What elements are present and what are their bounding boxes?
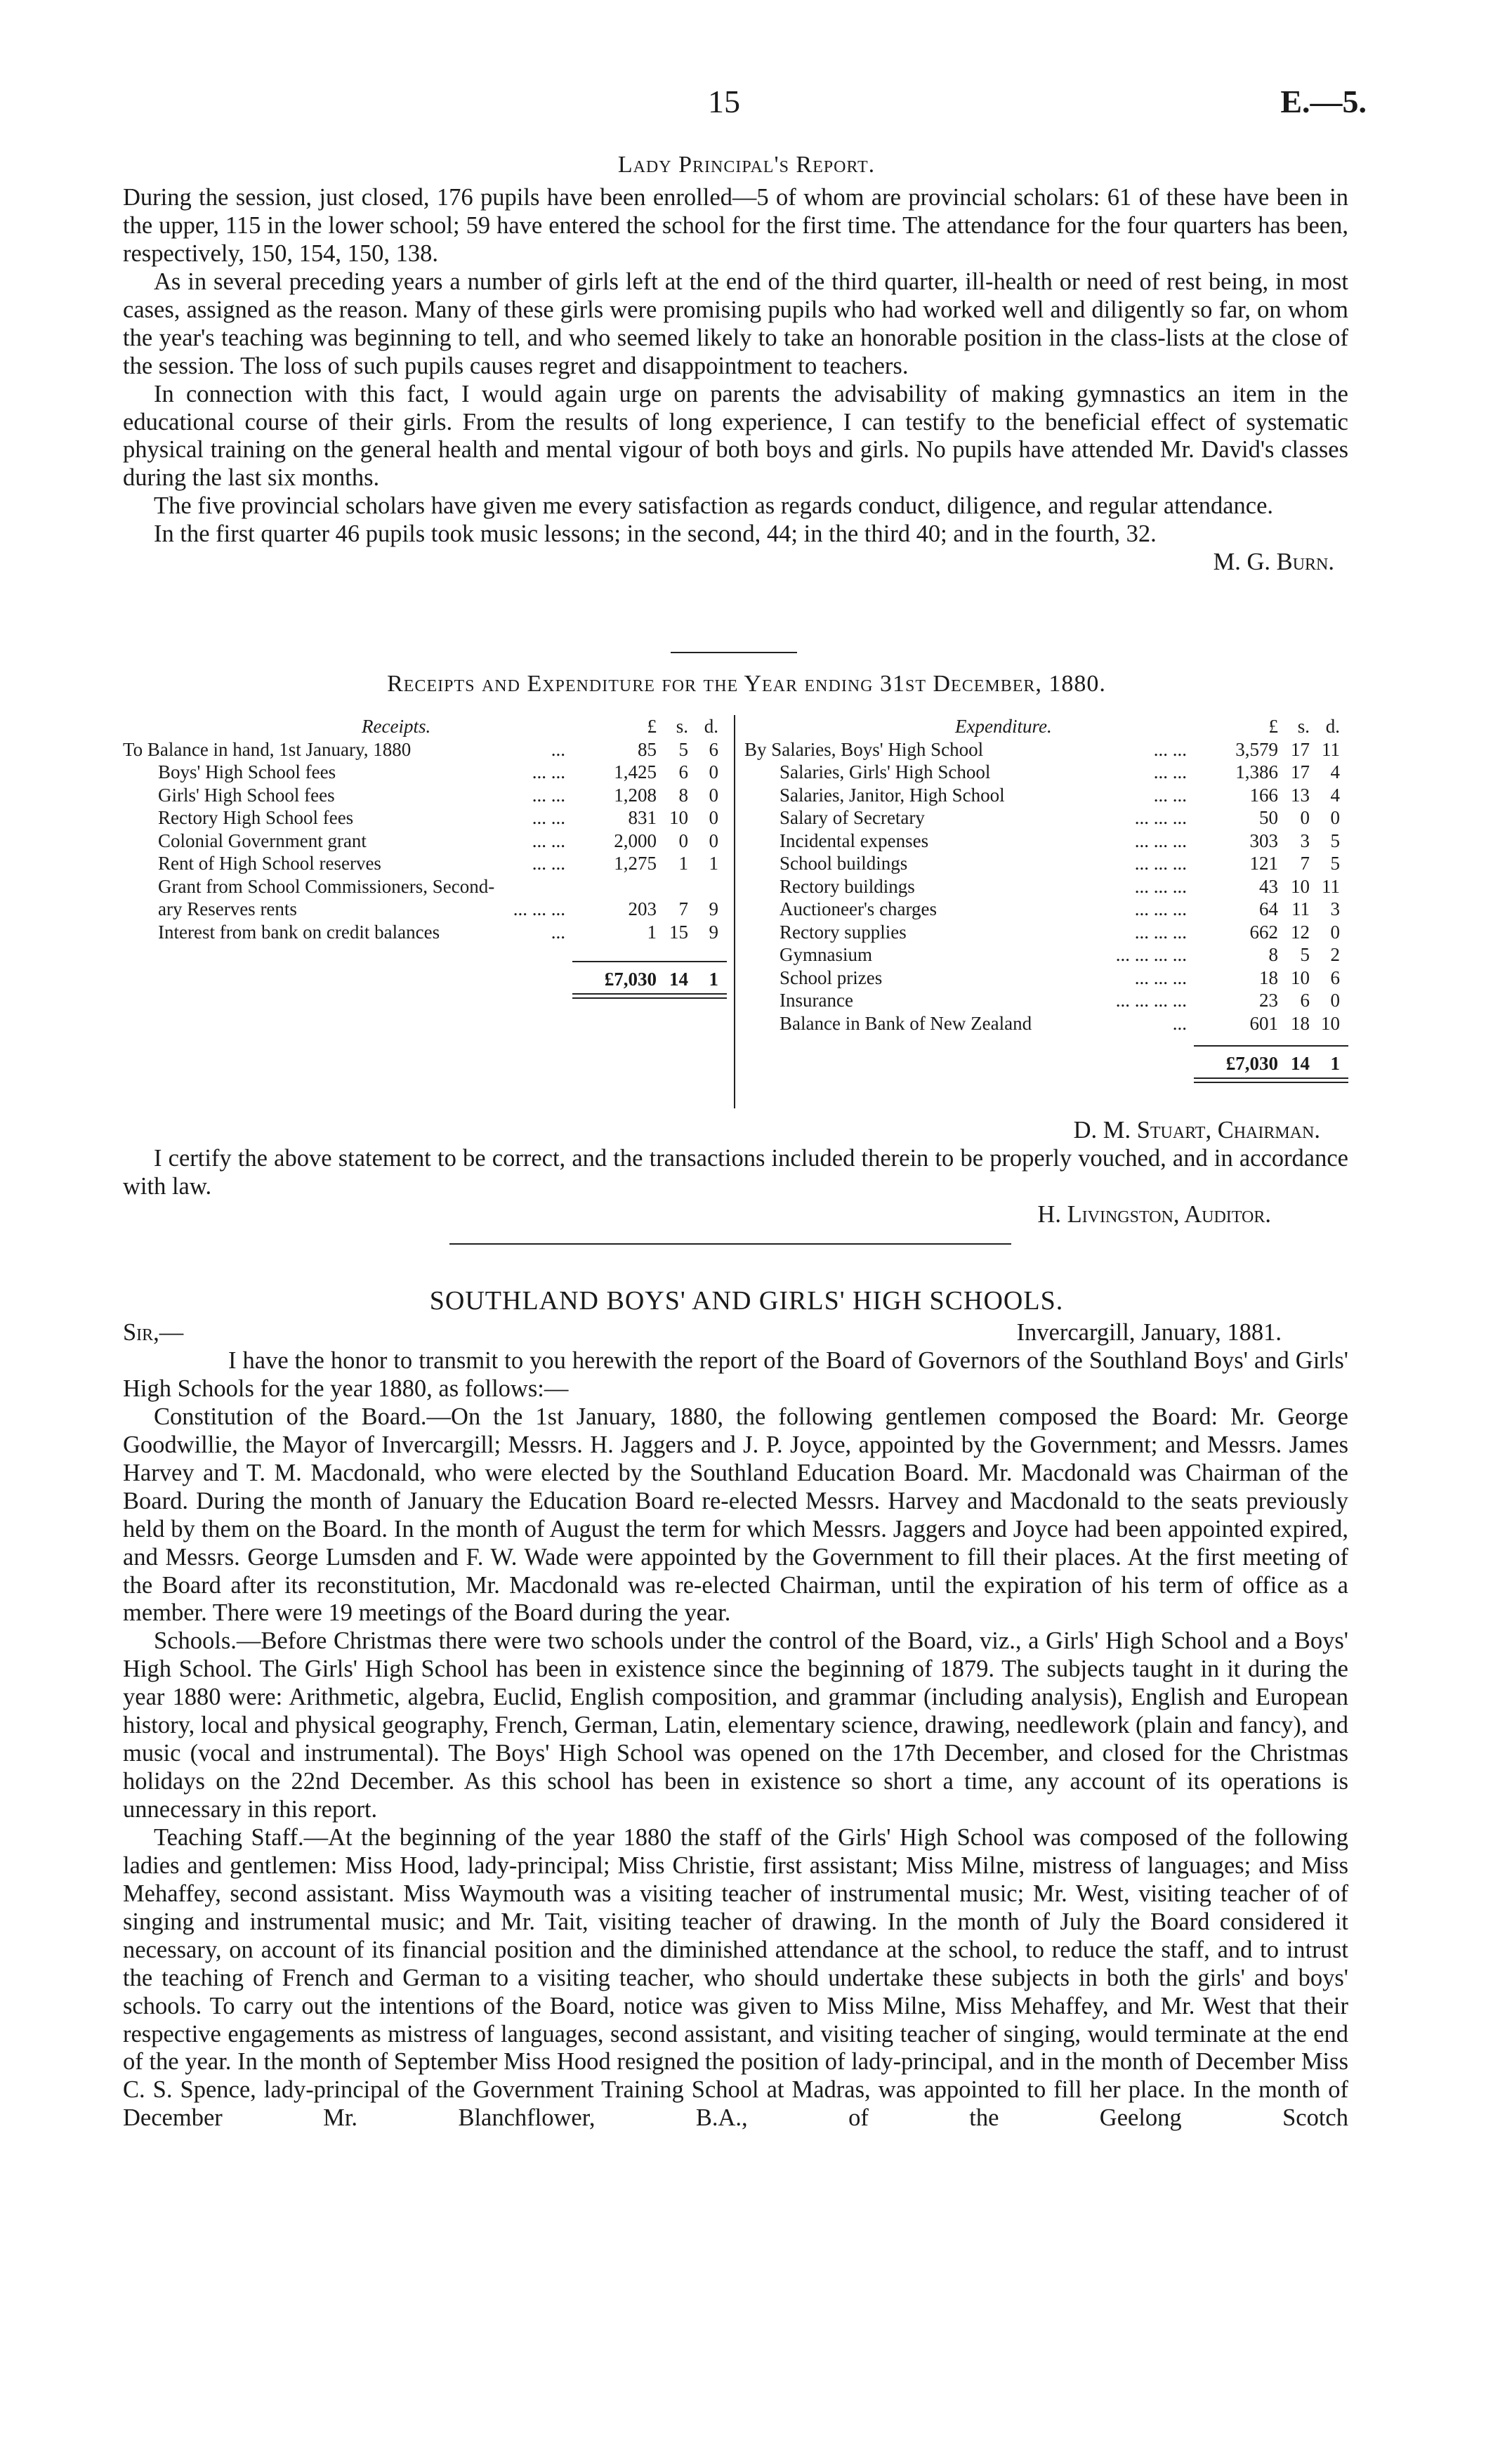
account-row-pounds: 85 [638, 738, 657, 760]
pence-header: d. [1325, 716, 1340, 737]
account-row-pence: 0 [709, 761, 718, 782]
account-row-pence: 6 [1330, 966, 1340, 988]
account-row-dots: ... ... [532, 830, 565, 851]
lady-report-paragraph: As in several preceding years a number of girls left at the end of the third quarter, ill-health or need of rest being, in most cases, assigned as the reason. Many of these girls were promising pupils who had worked well and diligently so far, on whom the year's teaching was beginning to tell, and who seemed likely to take an honorable position in the class-lists at the close of the session. The loss of such pupils causes regret and disappointment to teachers. [123, 268, 1348, 379]
account-row-pounds: 3,579 [1235, 738, 1278, 760]
account-row-label: Salaries, Janitor, High School [780, 784, 1005, 806]
expenditure-column [744, 715, 1348, 1074]
account-row [744, 852, 1348, 875]
account-row-dots: ... [1172, 1012, 1187, 1034]
receipts-heading: Receipts. [362, 716, 431, 737]
account-row [123, 806, 727, 830]
account-row-label: Rent of High School reserves [158, 853, 381, 874]
account-row-shillings: 10 [1291, 966, 1310, 988]
lady-report-title: Lady Principal's Report. [617, 152, 876, 178]
account-row-pence: 0 [1330, 990, 1340, 1011]
southland-title: SOUTHLAND BOYS' AND GIRLS' HIGH SCHOOLS. [429, 1286, 1064, 1316]
account-row-dots: ... ... [532, 807, 565, 828]
account-row-dots: ... ... ... [1134, 853, 1187, 874]
place-date: Invercargill, January, 1881. [1016, 1319, 1282, 1346]
account-row-shillings: 5 [678, 738, 688, 760]
account-row-pounds: 50 [1259, 807, 1278, 828]
account-row-pounds: 1,425 [614, 761, 657, 782]
account-row-label: Salary of Secretary [780, 807, 925, 828]
receipts-total-pence: 1 [709, 969, 718, 990]
account-row-dots: ... ... [532, 784, 565, 806]
lady-report-paragraph: In connection with this fact, I would again urge on parents the advisability of making gymnastics an item in the educational course of their girls. From the results of long experience, I can testify to the beneficial effect of systematic physical training on the general health and mental vigour of both boys and girls. No pupils have attended Mr. David's classes during the last six months. [123, 380, 1348, 492]
account-row-dots: ... ... ... ... [1115, 944, 1187, 965]
salutation: Sir,— [123, 1319, 184, 1346]
receipts-total-pounds: £7,030 [604, 969, 657, 990]
account-row-label: Grant from School Commissioners, Second- [158, 875, 495, 897]
account-row-shillings: 7 [678, 898, 688, 919]
account-row-pence: 2 [1330, 944, 1340, 965]
auditor-signature: H. Livingston, Auditor. [1037, 1200, 1271, 1228]
account-row-dots: ... ... ... [1134, 898, 1187, 919]
account-row [744, 830, 1348, 853]
account-row [744, 898, 1348, 921]
account-row [744, 943, 1348, 966]
account-row-label: Colonial Government grant [158, 830, 367, 851]
accounts-column-divider [734, 715, 735, 1108]
account-row-pounds: 1,386 [1235, 761, 1278, 782]
account-row-shillings: 8 [678, 784, 688, 806]
account-row-dots: ... ... ... [1134, 807, 1187, 828]
account-row-pounds: 43 [1259, 875, 1278, 897]
account-row-pence: 9 [709, 921, 718, 943]
lady-report-body [123, 184, 1348, 577]
account-row-shillings: 18 [1291, 1012, 1310, 1034]
account-row-pounds: 662 [1249, 921, 1278, 943]
document-reference: E.—5. [1280, 84, 1367, 119]
account-row-label: Auctioneer's charges [780, 898, 938, 919]
major-section-divider [449, 1243, 1011, 1245]
account-row [123, 830, 727, 853]
account-row-pence: 0 [709, 830, 718, 851]
account-row-pence: 11 [1322, 875, 1340, 897]
account-row-pounds: 601 [1249, 1012, 1278, 1034]
account-row-label: Boys' High School fees [158, 761, 336, 782]
account-row-shillings: 7 [1300, 853, 1310, 874]
account-row [123, 875, 727, 898]
account-row-shillings: 6 [1300, 990, 1310, 1011]
account-row-pence: 3 [1330, 898, 1340, 919]
receipts-column [123, 715, 727, 990]
expenditure-total-pence: 1 [1330, 1053, 1340, 1074]
account-row-label: Rectory buildings [780, 875, 915, 897]
account-row-pence: 0 [1330, 921, 1340, 943]
account-row [744, 921, 1348, 944]
lady-report-paragraph: In the first quarter 46 pupils took music lessons; in the second, 44; in the third 40; and in the fourth, 32. [154, 520, 1157, 548]
account-row-pounds: 23 [1259, 990, 1278, 1011]
account-row-shillings: 17 [1291, 761, 1310, 782]
account-row [744, 761, 1348, 784]
account-row-label: Balance in Bank of New Zealand [780, 1012, 1032, 1034]
account-row [123, 784, 727, 807]
account-row-dots: ... ... [532, 853, 565, 874]
account-row-label: Girls' High School fees [158, 784, 335, 806]
account-row [744, 738, 1348, 761]
account-row-shillings: 6 [678, 761, 688, 782]
southland-paragraph: Teaching Staff.—At the beginning of the year 1880 the staff of the Girls' High School was composed of the following ladies and gentlemen: Miss Hood, lady-principal; Miss Christie, first assistant; Miss Milne, mistress of languages; and Miss Mehaffey, second assistant. Miss Waymouth was a visiting teacher of instrumental music; Mr. West, visiting teacher of of singing and instrumental music; and Mr. Tait, visiting teacher of drawing. In the month of July the Board considered it necessary, on account of its financial position and the diminished attendance at the school, to reduce the staff, and to intrust the teaching of French and German to a visiting teacher, who should undertake these subjects in both the girls' and boys' schools. To carry out the intentions of the Board, notice was given to Miss Milne, Miss Mehaffey, and Mr. West that their respective engagements as mistress of languages, second assistant, and visiting teacher of singing, would terminate at the end of the year. In the month of September Miss Hood resigned the position of lady-principal, and in the month of December Miss C. S. Spence, lady-principal of the Government Training School at Madras, was appointed to fill her place. In the month of December Mr. Blanchflower, B.A., of the Geelong Scotch [123, 1823, 1348, 2132]
account-row-pounds: 1 [647, 921, 657, 943]
expenditure-header-row [744, 715, 1348, 738]
page-number: 15 [708, 84, 740, 119]
receipts-total-rule [572, 961, 727, 962]
account-row-label: School buildings [780, 853, 908, 874]
lady-report-signature: M. G. Burn. [1213, 549, 1334, 576]
account-row-dots: ... ... ... [1134, 966, 1187, 988]
account-row-pence: 1 [709, 853, 718, 874]
shillings-header: s. [676, 716, 688, 737]
account-row [744, 966, 1348, 990]
account-row-label: Gymnasium [780, 944, 872, 965]
account-row-pence: 0 [709, 784, 718, 806]
account-row-dots: ... [551, 921, 565, 943]
account-row [744, 784, 1348, 807]
account-row-pounds: 121 [1249, 853, 1278, 874]
account-row-pounds: 831 [628, 807, 657, 828]
pounds-header: £ [1268, 716, 1278, 737]
account-row-dots: ... ... ... [1134, 875, 1187, 897]
southland-paragraph: I have the honor to transmit to you herewith the report of the Board of Governors of the Southland Boys' and Girls' High Schools for the year 1880, as follows:— [123, 1347, 1348, 1402]
account-row-label: Rectory supplies [780, 921, 907, 943]
lady-report-paragraph: During the session, just closed, 176 pupils have been enrolled—5 of whom are provincial scholars: 61 of these have been in the upper, 115 in the lower school; 59 have entered the school for the first time. The attendance for the four quarters has been, respectively, 150, 154, 150, 138. [123, 184, 1348, 267]
account-row-label: Incidental expenses [780, 830, 929, 851]
account-row-dots: ... ... [532, 761, 565, 782]
account-row-shillings: 1 [678, 853, 688, 874]
account-row-dots: ... ... [1153, 761, 1187, 782]
account-row [744, 989, 1348, 1012]
receipts-total-shillings: 14 [669, 969, 688, 990]
account-row-pounds: 18 [1259, 966, 1278, 988]
account-row-shillings: 15 [669, 921, 688, 943]
receipts-double-rule [572, 993, 727, 999]
account-row-pence: 0 [709, 807, 718, 828]
account-row-dots: ... ... [1153, 784, 1187, 806]
account-row-label: ary Reserves rents [158, 898, 297, 919]
account-row-dots: ... [551, 738, 565, 760]
account-row-pence: 4 [1330, 761, 1340, 782]
account-row-dots: ... ... ... [1134, 921, 1187, 943]
account-row [123, 852, 727, 875]
salutation-line [123, 1319, 1348, 1347]
account-row-shillings: 3 [1300, 830, 1310, 851]
account-row-pounds: 1,208 [614, 784, 657, 806]
southland-body [123, 1319, 1348, 2132]
chairman-signature: D. M. Stuart, Chairman. [1073, 1117, 1320, 1143]
account-row [123, 898, 727, 921]
account-row-label: Salaries, Girls' High School [780, 761, 991, 782]
account-row-pounds: 1,275 [614, 853, 657, 874]
southland-paragraph: Schools.—Before Christmas there were two schools under the control of the Board, viz., a Girls' High School and a Boys' High School. The Girls' High School has been in existence since the beginning of 1879. The subjects taught in it during the year 1880 were: Arithmetic, algebra, Euclid, English composition, and grammar (including analysis), English and European history, local and physical geography, French, German, Latin, elementary science, drawing, needlework (plain and fancy), and music (vocal and instrumental). The Boys' High School was opened on the 17th December, and closed for the Christmas holidays on the 22nd December. As this school has been in existence so short a time, any account of its operations is unnecessary in this report. [123, 1627, 1348, 1823]
account-row-shillings: 11 [1291, 898, 1310, 919]
account-row-shillings: 12 [1291, 921, 1310, 943]
expenditure-double-rule [1194, 1077, 1348, 1083]
account-row-pounds: 203 [628, 898, 657, 919]
account-row-label: Interest from bank on credit balances [158, 921, 440, 943]
shillings-header: s. [1297, 716, 1310, 737]
accounts-signatures [123, 1117, 1348, 1229]
account-row-shillings: 0 [678, 830, 688, 851]
account-row-shillings: 10 [1291, 875, 1310, 897]
account-row-pence: 4 [1330, 784, 1340, 806]
expenditure-total-pounds: £7,030 [1225, 1053, 1278, 1074]
account-row-shillings: 5 [1300, 944, 1310, 965]
accounts-title: Receipts and Expenditure for the Year ending 31st December, 1880. [387, 671, 1106, 697]
account-row [123, 921, 727, 944]
receipts-header-row [123, 715, 727, 738]
account-row-dots: ... ... ... ... [1115, 990, 1187, 1011]
expenditure-total-rule [1194, 1045, 1348, 1047]
pence-header: d. [704, 716, 718, 737]
account-row-pence: 6 [709, 738, 718, 760]
account-row-label: By Salaries, Boys' High School [744, 738, 984, 760]
account-row-label: School prizes [780, 966, 883, 988]
account-row-label: Insurance [780, 990, 853, 1011]
account-row-dots: ... ... ... [513, 898, 565, 919]
account-row [123, 761, 727, 784]
account-row [123, 738, 727, 761]
receipts-total-row [123, 968, 727, 991]
account-row-pence: 5 [1330, 853, 1340, 874]
account-row-shillings: 10 [669, 807, 688, 828]
certification-statement: I certify the above statement to be correct, and the transactions included therein to be properly vouched, and in accordance with law. [123, 1144, 1348, 1200]
account-row-shillings: 13 [1291, 784, 1310, 806]
account-row-pounds: 8 [1268, 944, 1278, 965]
account-row [744, 1012, 1348, 1035]
expenditure-heading: Expenditure. [955, 716, 1052, 737]
account-row-label: To Balance in hand, 1st January, 1880 [123, 738, 412, 760]
pounds-header: £ [647, 716, 657, 737]
account-row-pounds: 2,000 [614, 830, 657, 851]
account-row-pounds: 303 [1249, 830, 1278, 851]
account-row-pence: 10 [1321, 1012, 1340, 1034]
account-row-pence: 0 [1330, 807, 1340, 828]
accounts-table [123, 715, 1348, 1108]
account-row-pence: 11 [1322, 738, 1340, 760]
account-row-pounds: 64 [1259, 898, 1278, 919]
expenditure-total-row [744, 1052, 1348, 1075]
expenditure-total-shillings: 14 [1291, 1053, 1310, 1074]
southland-paragraph: Constitution of the Board.—On the 1st January, 1880, the following gentlemen composed the Board: Mr. George Goodwillie, the Mayor of Invercargill; Messrs. H. Jaggers and J. P. Joyce, appointed by the Government; and Messrs. James Harvey and T. M. Macdonald, who were elected by the Southland Education Board. Mr. Macdonald was Chairman of the Board. During the month of January the Education Board re-elected Messrs. Harvey and Macdonald to the seats previously held by them on the Board. In the month of August the term for which Messrs. Jaggers and Joyce had been appointed expired, and Messrs. George Lumsden and F. W. Wade were appointed by the Government to fill their places. At the first meeting of the Board after its reconstitution, Mr. Macdonald was re-elected Chairman, until the expiration of his term of office as a member. There were 19 meetings of the Board during the year. [123, 1403, 1348, 1627]
lady-report-paragraph: The five provincial scholars have given me every satisfaction as regards conduct, diligence, and regular attendance. [154, 492, 1274, 520]
account-row-shillings: 17 [1291, 738, 1310, 760]
account-row [744, 875, 1348, 898]
section-divider [671, 652, 797, 653]
account-row [744, 806, 1348, 830]
account-row-pounds: 166 [1249, 784, 1278, 806]
account-row-pence: 5 [1330, 830, 1340, 851]
account-row-label: Rectory High School fees [158, 807, 354, 828]
account-row-dots: ... ... [1153, 738, 1187, 760]
account-row-dots: ... ... ... [1134, 830, 1187, 851]
account-row-pence: 9 [709, 898, 718, 919]
account-row-shillings: 0 [1300, 807, 1310, 828]
